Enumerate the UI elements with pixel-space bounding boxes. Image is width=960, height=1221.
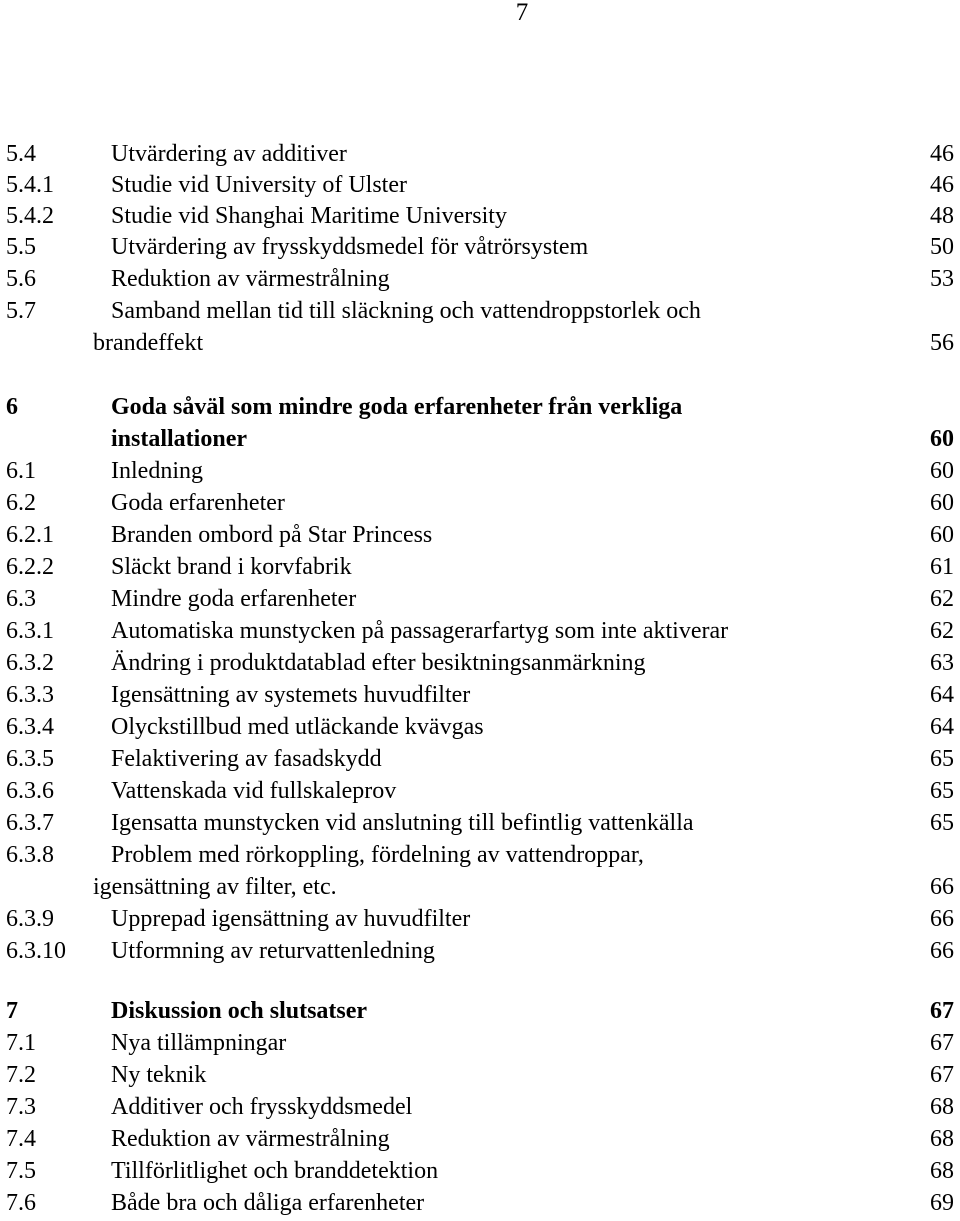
toc-entry-title: brandeffekt xyxy=(93,330,204,356)
toc-entry-title: Felaktivering av fasadskydd xyxy=(111,746,382,772)
toc-entry-page: 65 xyxy=(930,746,954,772)
toc-entry-number: 6.1 xyxy=(6,458,36,484)
toc-entry-number: 6.3 xyxy=(6,586,36,612)
toc-entry-title: Tillförlitlighet och branddetektion xyxy=(111,1158,439,1184)
toc-entry-title: Vattenskada vid fullskaleprov xyxy=(111,778,397,804)
toc-entry-page: 63 xyxy=(930,650,954,676)
toc-entry-title: installationer xyxy=(111,426,247,452)
toc-entry-title: Studie vid University of Ulster xyxy=(111,172,407,198)
toc-entry-page: 46 xyxy=(930,141,954,167)
toc-entry-number: 5.5 xyxy=(6,234,36,260)
toc-entry-page: 60 xyxy=(930,522,954,548)
toc-entry-title: Nya tillämpningar xyxy=(111,1030,287,1056)
toc-entry-title: Reduktion av värmestrålning xyxy=(111,266,390,292)
toc-entry-number: 6.2.2 xyxy=(6,554,54,580)
toc-entry-title: igensättning av filter, etc. xyxy=(93,874,337,900)
toc-entry-page: 65 xyxy=(930,778,954,804)
toc-entry-page: 56 xyxy=(930,330,954,356)
toc-entry-title: Ny teknik xyxy=(111,1062,207,1088)
toc-entry-page: 61 xyxy=(930,554,954,580)
toc-entry-number: 6.2 xyxy=(6,490,36,516)
toc-entry-number: 5.4 xyxy=(6,141,36,167)
toc-entry-page: 68 xyxy=(930,1126,954,1152)
toc-entry-page: 66 xyxy=(930,906,954,932)
toc-entry-title: Studie vid Shanghai Maritime University xyxy=(111,203,507,229)
toc-entry-title: Utformning av returvattenledning xyxy=(111,938,435,964)
toc-entry-page: 46 xyxy=(930,172,954,198)
toc-entry-number: 5.4.2 xyxy=(6,203,54,229)
toc-entry-page: 60 xyxy=(930,490,954,516)
toc-entry-title: Upprepad igensättning av huvudfilter xyxy=(111,906,471,932)
toc-entry-number: 6.3.2 xyxy=(6,650,54,676)
toc-entry-title: Goda såväl som mindre goda erfarenheter från verkliga xyxy=(111,394,683,420)
toc-entry-number: 7.2 xyxy=(6,1062,36,1088)
toc-entry-number: 7.1 xyxy=(6,1030,36,1056)
toc-entry-title: Olyckstillbud med utläckande kvävgas xyxy=(111,714,484,740)
toc-entry-page: 62 xyxy=(930,586,954,612)
toc-entry-page: 68 xyxy=(930,1094,954,1120)
toc-entry-number: 6.3.5 xyxy=(6,746,54,772)
toc-entry-number: 5.7 xyxy=(6,298,36,324)
toc-entry-title: Utvärdering av frysskyddsmedel för våtrörsystem xyxy=(111,234,589,260)
toc-entry-number: 6.3.8 xyxy=(6,842,54,868)
page-number: 7 xyxy=(515,0,529,26)
toc-entry-title: Släckt brand i korvfabrik xyxy=(111,554,352,580)
toc-entry-number: 7 xyxy=(6,998,18,1024)
toc-entry-number: 7.6 xyxy=(6,1190,36,1216)
toc-entry-title: Diskussion och slutsatser xyxy=(111,998,368,1024)
toc-entry-number: 6.3.6 xyxy=(6,778,54,804)
toc-entry-number: 5.6 xyxy=(6,266,36,292)
toc-entry-page: 64 xyxy=(930,714,954,740)
toc-entry-page: 65 xyxy=(930,810,954,836)
toc-entry-page: 62 xyxy=(930,618,954,644)
toc-entry-number: 7.5 xyxy=(6,1158,36,1184)
toc-entry-title: Igensättning av systemets huvudfilter xyxy=(111,682,471,708)
toc-entry-page: 68 xyxy=(930,1158,954,1184)
toc-entry-number: 7.3 xyxy=(6,1094,36,1120)
toc-entry-page: 60 xyxy=(930,426,954,452)
toc-entry-title: Reduktion av värmestrålning xyxy=(111,1126,390,1152)
toc-entry-title: Problem med rörkoppling, fördelning av vattendroppar, xyxy=(111,842,644,868)
toc-entry-title: Ändring i produktdatablad efter besiktningsanmärkning xyxy=(111,650,646,676)
toc-entry-title: Utvärdering av additiver xyxy=(111,141,347,167)
toc-entry-number: 6.3.10 xyxy=(6,938,66,964)
toc-entry-number: 6.3.3 xyxy=(6,682,54,708)
toc-entry-number: 6 xyxy=(6,394,18,420)
toc-entry-title: Goda erfarenheter xyxy=(111,490,285,516)
toc-entry-page: 53 xyxy=(930,266,954,292)
toc-entry-page: 60 xyxy=(930,458,954,484)
toc-entry-title: Additiver och frysskyddsmedel xyxy=(111,1094,413,1120)
toc-entry-title: Branden ombord på Star Princess xyxy=(111,522,433,548)
toc-entry-page: 66 xyxy=(930,938,954,964)
toc-entry-number: 6.2.1 xyxy=(6,522,54,548)
toc-entry-number: 5.4.1 xyxy=(6,172,54,198)
toc-entry-title: Mindre goda erfarenheter xyxy=(111,586,357,612)
toc-entry-page: 67 xyxy=(930,1062,954,1088)
toc-entry-page: 48 xyxy=(930,203,954,229)
toc-entry-title: Samband mellan tid till släckning och vattendroppstorlek och xyxy=(111,298,701,324)
toc-entry-number: 6.3.4 xyxy=(6,714,54,740)
toc-entry-number: 6.3.9 xyxy=(6,906,54,932)
toc-entry-page: 66 xyxy=(930,874,954,900)
toc-entry-page: 69 xyxy=(930,1190,954,1216)
toc-entry-title: Både bra och dåliga erfarenheter xyxy=(111,1190,425,1216)
toc-entry-title: Inledning xyxy=(111,458,203,484)
toc-entry-title: Igensatta munstycken vid anslutning till befintlig vattenkälla xyxy=(111,810,694,836)
toc-entry-page: 67 xyxy=(930,998,954,1024)
toc-entry-number: 6.3.7 xyxy=(6,810,54,836)
toc-entry-number: 6.3.1 xyxy=(6,618,54,644)
toc-entry-number: 7.4 xyxy=(6,1126,36,1152)
toc-entry-title: Automatiska munstycken på passagerarfartyg som inte aktiverar xyxy=(111,618,729,644)
toc-entry-page: 67 xyxy=(930,1030,954,1056)
toc-entry-page: 50 xyxy=(930,234,954,260)
toc-entry-page: 64 xyxy=(930,682,954,708)
